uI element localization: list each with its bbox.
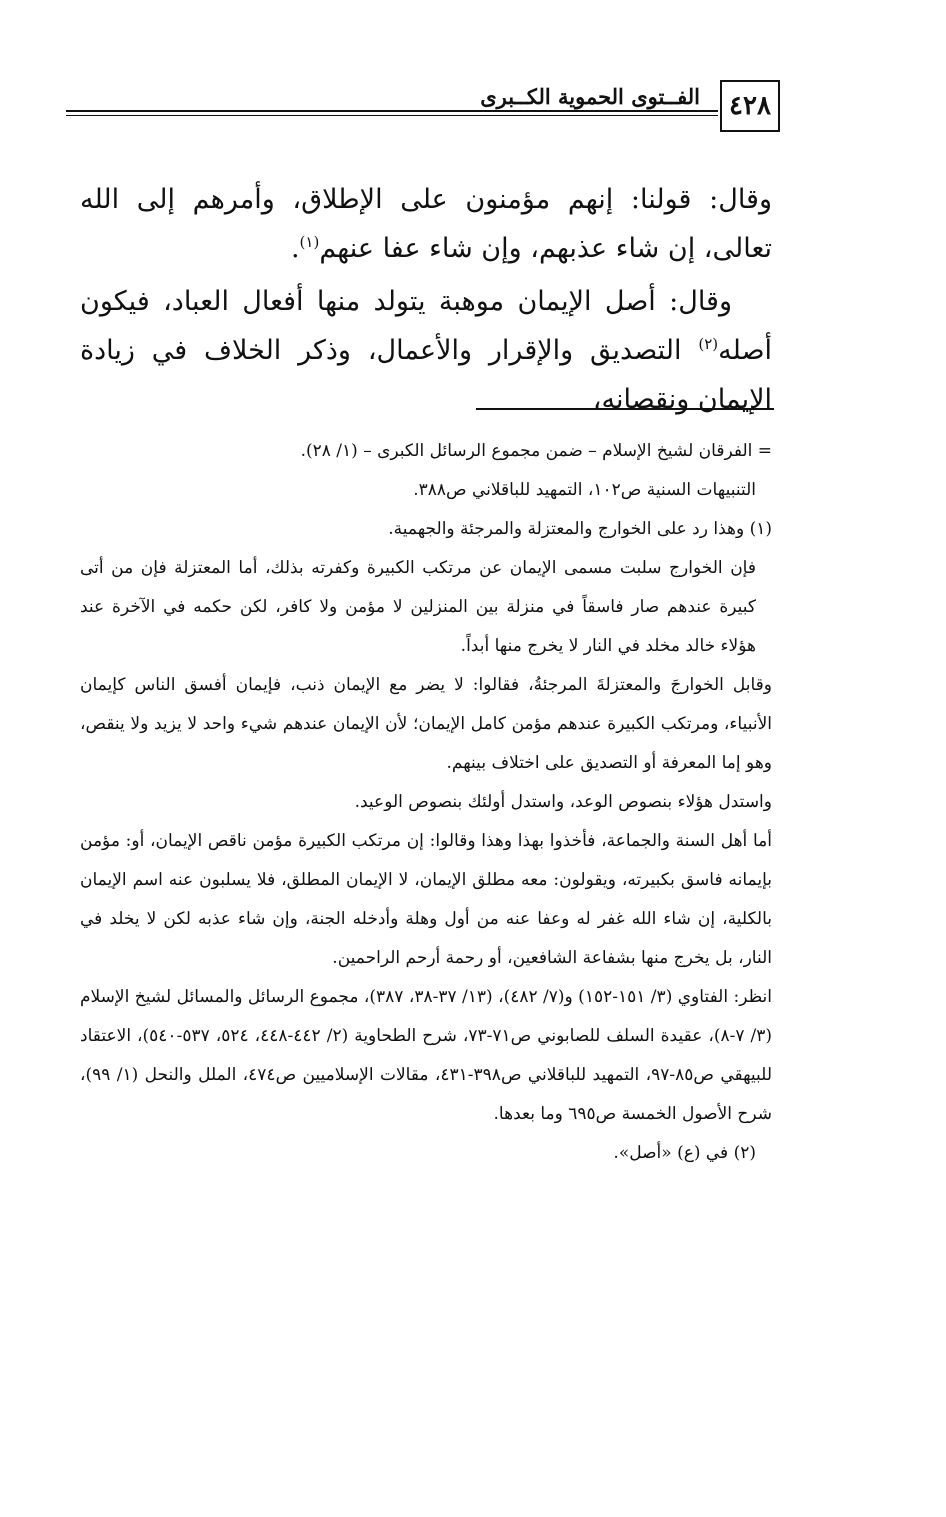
page-number: ٤٢٨ — [720, 80, 780, 132]
footnote-1-references: انظر: الفتاوي (٣/ ١٥١-١٥٢) و(٧/ ٤٨٢)، (١٣/ ٣٧-٣٨، ٣٨٧)، مجموع الرسائل والمسائل لشيخ الإسلام (٣/ ٧-٨)، عقيدة السلف للصابوني ص٧١-٧٣، شرح الطحاوية (٢/ ٤٤٢-٤٤٨، ٥٢٤، ٥٣٧-٥٤٠)، الاعتقاد للبيهقي ص٨٥-٩٧، التمهيد للباقلاني ص٣٩٨-٤٣١، مقالات الإسلاميين ص٤٧٤، الملل والنحل (١/ ٩٩)، شرح الأصول الخمسة ص٦٩٥ وما بعدها. — [80, 987, 773, 1124]
header-rule-thick — [66, 110, 718, 112]
footnote-separator — [476, 408, 774, 410]
main-paragraph-1: وقال: قولنا: إنهم مؤمنون على الإطلاق، وأمرهم إلى الله تعالى، إن شاء عذبهم، وإن شاء عفا عنهم$^{(١)}$. — [80, 184, 772, 264]
header-rule-thin — [66, 115, 718, 116]
footnote-1-para: فإن الخوارج سلبت مسمى الإيمان عن مرتكب الكبيرة وكفرته بذلك، أما المعتزلة فإن من أتى كبيرة عندهم صار فاسقاً في منزلة بين المنزلين لا مؤمن ولا كافر، لكن حكمه في الآخرة عند هؤلاء خالد مخلد في النار لا يخرج منها أبداً. — [80, 558, 756, 656]
footnote-2: (٢) في (ع) «أصل». — [613, 1143, 756, 1163]
main-text — [80, 175, 772, 428]
footnote-continuation: = الفرقان لشيخ الإسلام – ضمن مجموع الرسائل الكبرى – (١/ ٢٨). — [300, 441, 772, 461]
page-header — [66, 80, 780, 136]
running-title: الفــتوى الحموية الكــبرى — [480, 84, 700, 109]
footnote-1-para: وقابل الخوارجَ والمعتزلةَ المرجئةُ، فقالوا: لا يضر مع الإيمان ذنب، فإيمان أفسق الناس كإيمان الأنبياء، ومرتكب الكبيرة عندهم مؤمن كامل الإيمان؛ لأن الإيمان عندهم شيء واحد لا يزيد ولا ينقص، وهو إما المعرفة أو التصديق على اختلاف بينهم. — [80, 675, 772, 773]
footnote-ref-2[interactable]: (٢) — [698, 335, 719, 353]
footnote-ref-1[interactable]: (١) — [299, 233, 320, 251]
footnote-continuation-refs: التنبيهات السنية ص١٠٢، التمهيد للباقلاني ص٣٨٨. — [413, 480, 756, 500]
main-paragraph-2: وقال: أصل الإيمان موهبة يتولد منها أفعال العباد، فيكون أصله$^{(٢)}$ التصديق والإقرار والأعمال، وذكر الخلاف في زيادة الإيمان ونقصانه، — [80, 286, 772, 415]
footnote-1-para: واستدل هؤلاء بنصوص الوعد، واستدل أولئك بنصوص الوعيد. — [354, 792, 772, 812]
footnotes — [80, 432, 772, 1173]
footnote-1-intro: (١) وهذا رد على الخوارج والمعتزلة والمرجئة والجهمية. — [388, 519, 772, 539]
footnote-1-para: أما أهل السنة والجماعة، فأخذوا بهذا وهذا وقالوا: إن مرتكب الكبيرة مؤمن ناقص الإيمان، أو: مؤمن بإيمانه فاسق بكبيرته، ويقولون: معه مطلق الإيمان، لا الإيمان المطلق، فلا يسلبون عنه اسم الإيمان بالكلية، إن شاء الله غفر له وعفا عنه من أول وهلة وأدخله الجنة، وإن شاء عذبه لكن لا يخلد في النار، بل يخرج منها بشفاعة الشافعين، أو رحمة أرحم الراحمين. — [80, 831, 772, 968]
